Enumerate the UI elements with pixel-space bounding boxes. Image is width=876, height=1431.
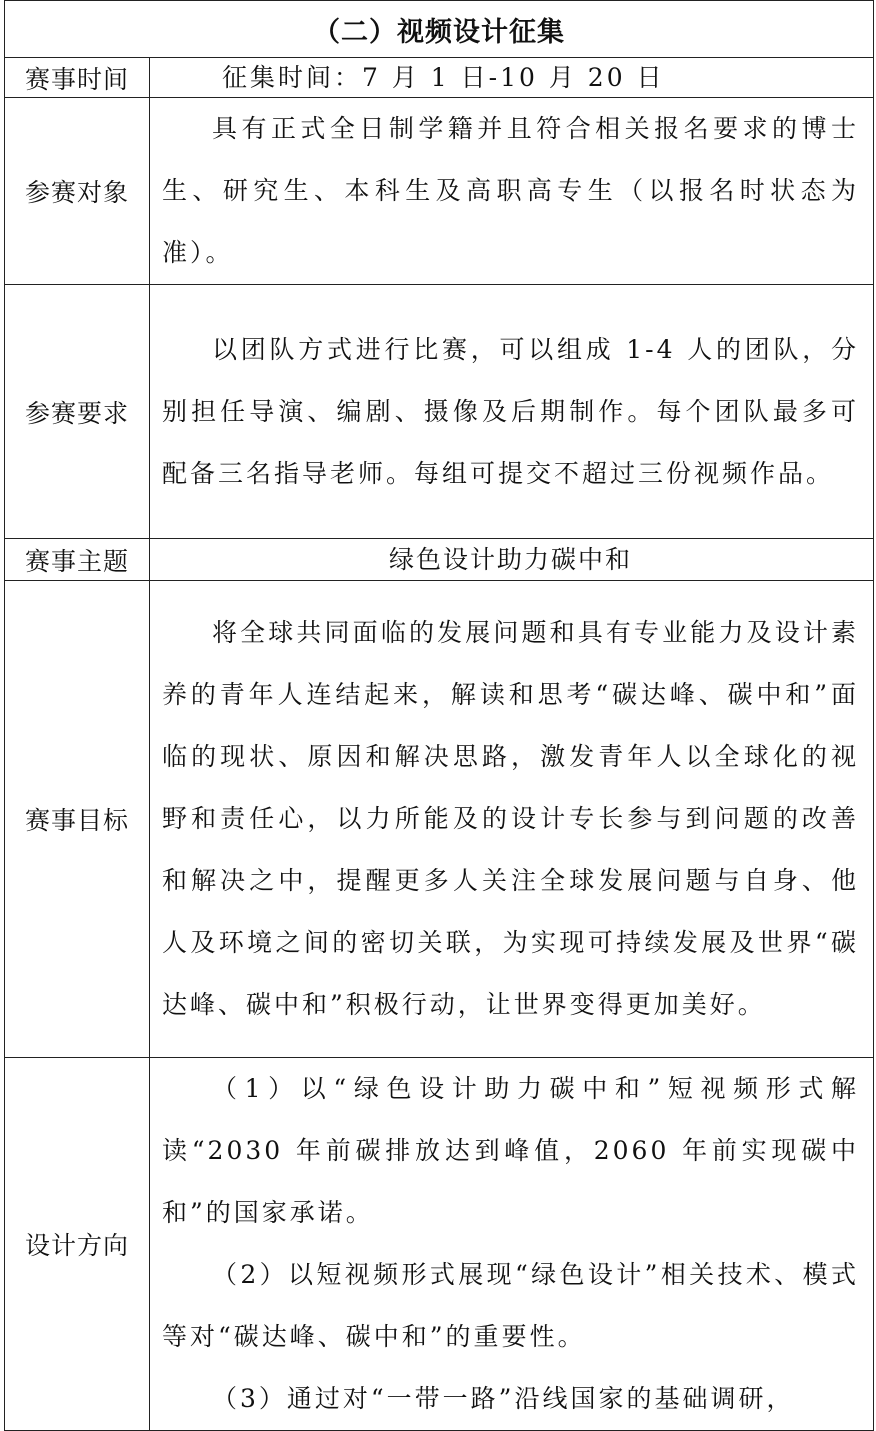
direction-item-3: （3）通过对“一带一路”沿线国家的基础调研， [212, 1384, 795, 1413]
row-requirements [5, 285, 874, 539]
content-requirements [150, 285, 874, 539]
content-direction [150, 1058, 874, 1431]
section-title: （二）视频设计征集 [5, 1, 874, 58]
label-direction: 设计方向 [5, 1058, 150, 1431]
label-theme: 赛事主题 [5, 539, 150, 581]
competition-table [4, 0, 874, 1431]
label-goals: 赛事目标 [5, 581, 150, 1058]
content-theme [150, 539, 874, 581]
direction-item-1: （1）以“绿色设计助力碳中和”短视频形式解读“2030 年前碳排放达到峰值，2060 年前实现碳中和”的国家承诺。 [162, 1074, 859, 1227]
row-eligibility [5, 98, 874, 285]
title-row [5, 1, 874, 58]
row-time [5, 58, 874, 98]
content-goals [150, 581, 874, 1058]
label-requirements: 参赛要求 [5, 285, 150, 539]
eligibility-text: 具有正式全日制学籍并且符合相关报名要求的博士生、研究生、本科生及高职高专生（以报名时状态为准）。 [162, 114, 859, 267]
label-eligibility: 参赛对象 [5, 98, 150, 285]
row-theme [5, 539, 874, 581]
row-direction [5, 1058, 874, 1431]
goals-text: 将全球共同面临的发展问题和具有专业能力及设计素养的青年人连结起来，解读和思考“碳达峰、碳中和”面临的现状、原因和解决思路，激发青年人以全球化的视野和责任心，以力所能及的设计专长参与到问题的改善和解决之中，提醒更多人关注全球发展问题与自身、他人及环境之间的密切关联，为实现可持续发展及世界“碳达峰、碳中和”积极行动，让世界变得更加美好。 [162, 618, 859, 1019]
content-time [150, 58, 874, 98]
label-time: 赛事时间 [5, 58, 150, 98]
requirements-text: 以团队方式进行比赛，可以组成 1-4 人的团队，分别担任导演、编剧、摄像及后期制作。每个团队最多可配备三名指导老师。每组可提交不超过三份视频作品。 [162, 334, 859, 488]
time-text: 征集时间：7 月 1 日-10 月 20 日 [222, 62, 665, 92]
content-eligibility [150, 98, 874, 285]
theme-text: 绿色设计助力碳中和 [388, 544, 632, 574]
direction-item-2: （2）以短视频形式展现“绿色设计”相关技术、模式等对“碳达峰、碳中和”的重要性。 [162, 1260, 859, 1351]
row-goals [5, 581, 874, 1058]
